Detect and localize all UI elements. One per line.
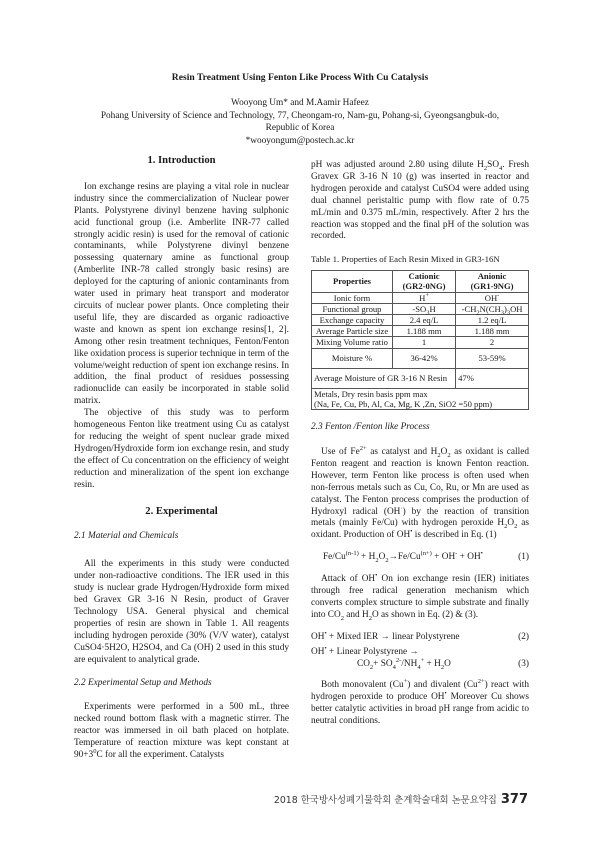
- table-row: Average Moisture of GR 3-16 N Resin 47%: [312, 368, 529, 388]
- equation-3-line-2: $CO_2+ SO_4^{2-}/NH_4^+ + H_2O$ (3): [357, 656, 529, 671]
- equation-1-number: (1): [518, 552, 529, 563]
- table-row: Ionic form H+ OH-: [312, 292, 529, 303]
- subsection-heading-fenton: 2.3 Fenton /Fenton like Process: [311, 422, 430, 433]
- page-number: 377: [500, 792, 528, 807]
- left-column: [74, 155, 289, 762]
- table-row: Moisture % 36-42% 53-59%: [312, 348, 529, 368]
- table-row: Exchange capacity 2.4 eq/L 1.2 eq/L: [312, 315, 529, 326]
- setup-paragraph-continued: pH was adjusted around 2.80 using dilute $H_2SO_4$. Fresh Gravex GR 3-16 N 10 (g) was inserted in reactor and hydrogen peroxide and catalyst CuSO4 were added using dual channel peristaltic pump with flow rate of 0.75 mL/min and 0.375 mL/min, respectively. After 2 hrs the reaction was stopped and the final pH of the solution was recorded.: [311, 160, 529, 242]
- footer-proceedings-title: 2018 한국방사성폐기물학회 춘계학술대회 논문요약집: [273, 795, 497, 806]
- subsection-heading-setup: 2.2 Experimental Setup and Methods: [74, 678, 212, 689]
- author-block: [60, 97, 540, 147]
- subsection-heading-materials: 2.1 Material and Chemicals: [74, 531, 179, 542]
- table-row: Metals, Dry resin basis ppm max (Na, Fe, Cu, Pb, Al, Ca, Mg, K ,Zn, SiO2 =50 ppm): [312, 388, 529, 409]
- intro-paragraph-1: Ion exchange resins are playing a vital role in nuclear industry since the commercialization of Nuclear power Plants. Polystyrene divinyl benzene having sulphonic acid functional group (i.e. Amberlite INR-77 called strongly acidic resin) is used for the removal of cationic contaminants, while Polystyrene divinyl benzene possessing quaternary amine as functional group (Amberlite INR-78 called strongly basic resins) are deployed for the capturing of anionic contaminants from water used in primary heat transport and moderator circuits of nuclear power plants. Once completing their useful life, they are discarded as organic radioactive waste and known as spent ion exchange resins[1, 2]. Among other resin treatment techniques, Fenton/Fenton like oxidation process is superior technique in term of the volume/weight reduction of spent ion exchange resins. In addition, the final product of residues possessing radionuclide can easily be incorporated in stable solid matrix.: [74, 181, 289, 407]
- section-heading-introduction: 1. Introduction: [147, 155, 216, 166]
- fenton-paragraph-1: Use of $Fe^{2+}$ as catalyst and $H_2O_2$ as oxidant is called Fenton reagent and reaction is known Fenton reaction. However, term Fenton like process is often used when non-ferrous metals such as Cu, Co, Ru, or Mn are used as catalyst. The Fenton process comprises the production of Hydroxyl radical (OH·) by the reaction of transition metals (mainly Fe/Cu) with hydrogen peroxide $H_2O_2$ as oxidant. Production of OH• is described in Eq. (1): [311, 444, 530, 541]
- table-row: Average Particle size 1.188 mm 1.188 mm: [312, 326, 529, 337]
- equation-3-line-1: OH• + Linear Polystyrene →: [311, 644, 419, 657]
- equation-3-number: (3): [518, 658, 529, 669]
- setup-paragraph-start: Experiments were performed in a 500 mL, three necked round bottom flask with a magnetic stirrer. The reactor was immersed in oil bath placed on hotplate. Temperature of reaction mixture was kept constant at $90+3^0C$ for all the experiment. Catalysts: [74, 702, 289, 760]
- paper-title: Resin Treatment Using Fenton Like Process With Cu Catalysis: [171, 72, 429, 83]
- affiliation-line-2: Republic of Korea: [265, 123, 335, 134]
- author-email: *wooyongum@postech.ac.kr: [245, 135, 355, 146]
- fenton-paragraph-3: Both monovalent (Cu+) and divalent $(Cu^{2+})$ react with hydrogen peroxide to produce OH• Moreover Cu shows better catalytic activities in broad pH range from acidic to neutral conditions.: [311, 678, 529, 727]
- right-column: [311, 160, 529, 728]
- section-heading-experimental: 2. Experimental: [145, 506, 218, 518]
- fenton-paragraph-2: Attack of OH• On ion exchange resin (IER) initiates through free radical generation mechanism which converts complex structure to simple substrate and finally into $CO_2$ and $H_2O$ as shown in Eq. (2) & (3).: [311, 572, 529, 622]
- equation-1: $Fe/Cu^{(n-1)} + H_2O_2\to Fe/Cu^{(n+)} + OH^- + OH^•$ (1): [323, 550, 529, 565]
- authors: Wooyong Um* and M.Aamir Hafeez: [231, 98, 369, 108]
- affiliation-line-1: Pohang University of Science and Technology, 77, Cheongam-ro, Nam-gu, Pohang-si, Gyeongsangbuk-do,: [100, 110, 500, 121]
- resin-properties-table: [311, 270, 529, 410]
- table-row: Mixing Volume ratio 1 2: [312, 337, 529, 348]
- table-caption: Table 1. Properties of Each Resin Mixed in GR3-16N: [311, 254, 500, 265]
- materials-paragraph: All the experiments in this study were conducted under non-radioactive conditions. The IER used in this study is nuclear grade Hydrogen/Hydroxide form mixed bed Gravex GR 3-16 N Resin, product of Graver Technology USA. General physical and chemical properties of resin are shown in Table 1. All reagents including hydrogen peroxide (30% (V/V water), catalyst CuSO4·5H2O, H2SO4, and Ca (OH) 2 used in this study are equivalent to analytical grade.: [74, 559, 289, 665]
- page-footer: [274, 792, 528, 807]
- table-row: Functional group $-SO_3H$ $-CH_2N(CH_3)_3OH$: [312, 303, 529, 314]
- intro-paragraph-2: The objective of this study was to perform homogeneous Fenton like treatment using Cu as catalyst for reducing the weight of spent nuclear grade mixed Hydrogen/Hydroxide form ion exchange resin, and study the effect of Cu concentration on the efficiency of weight reduction and mineralization of the spent ion exchange resin.: [74, 408, 289, 490]
- equation-2-number: (2): [518, 631, 529, 642]
- equation-2: OH• + Mixed IER → linear Polystyrene (2): [311, 629, 529, 642]
- table-header-row: Properties Cationic (GR2-0NG) Anionic (GR1-9NG): [312, 271, 529, 292]
